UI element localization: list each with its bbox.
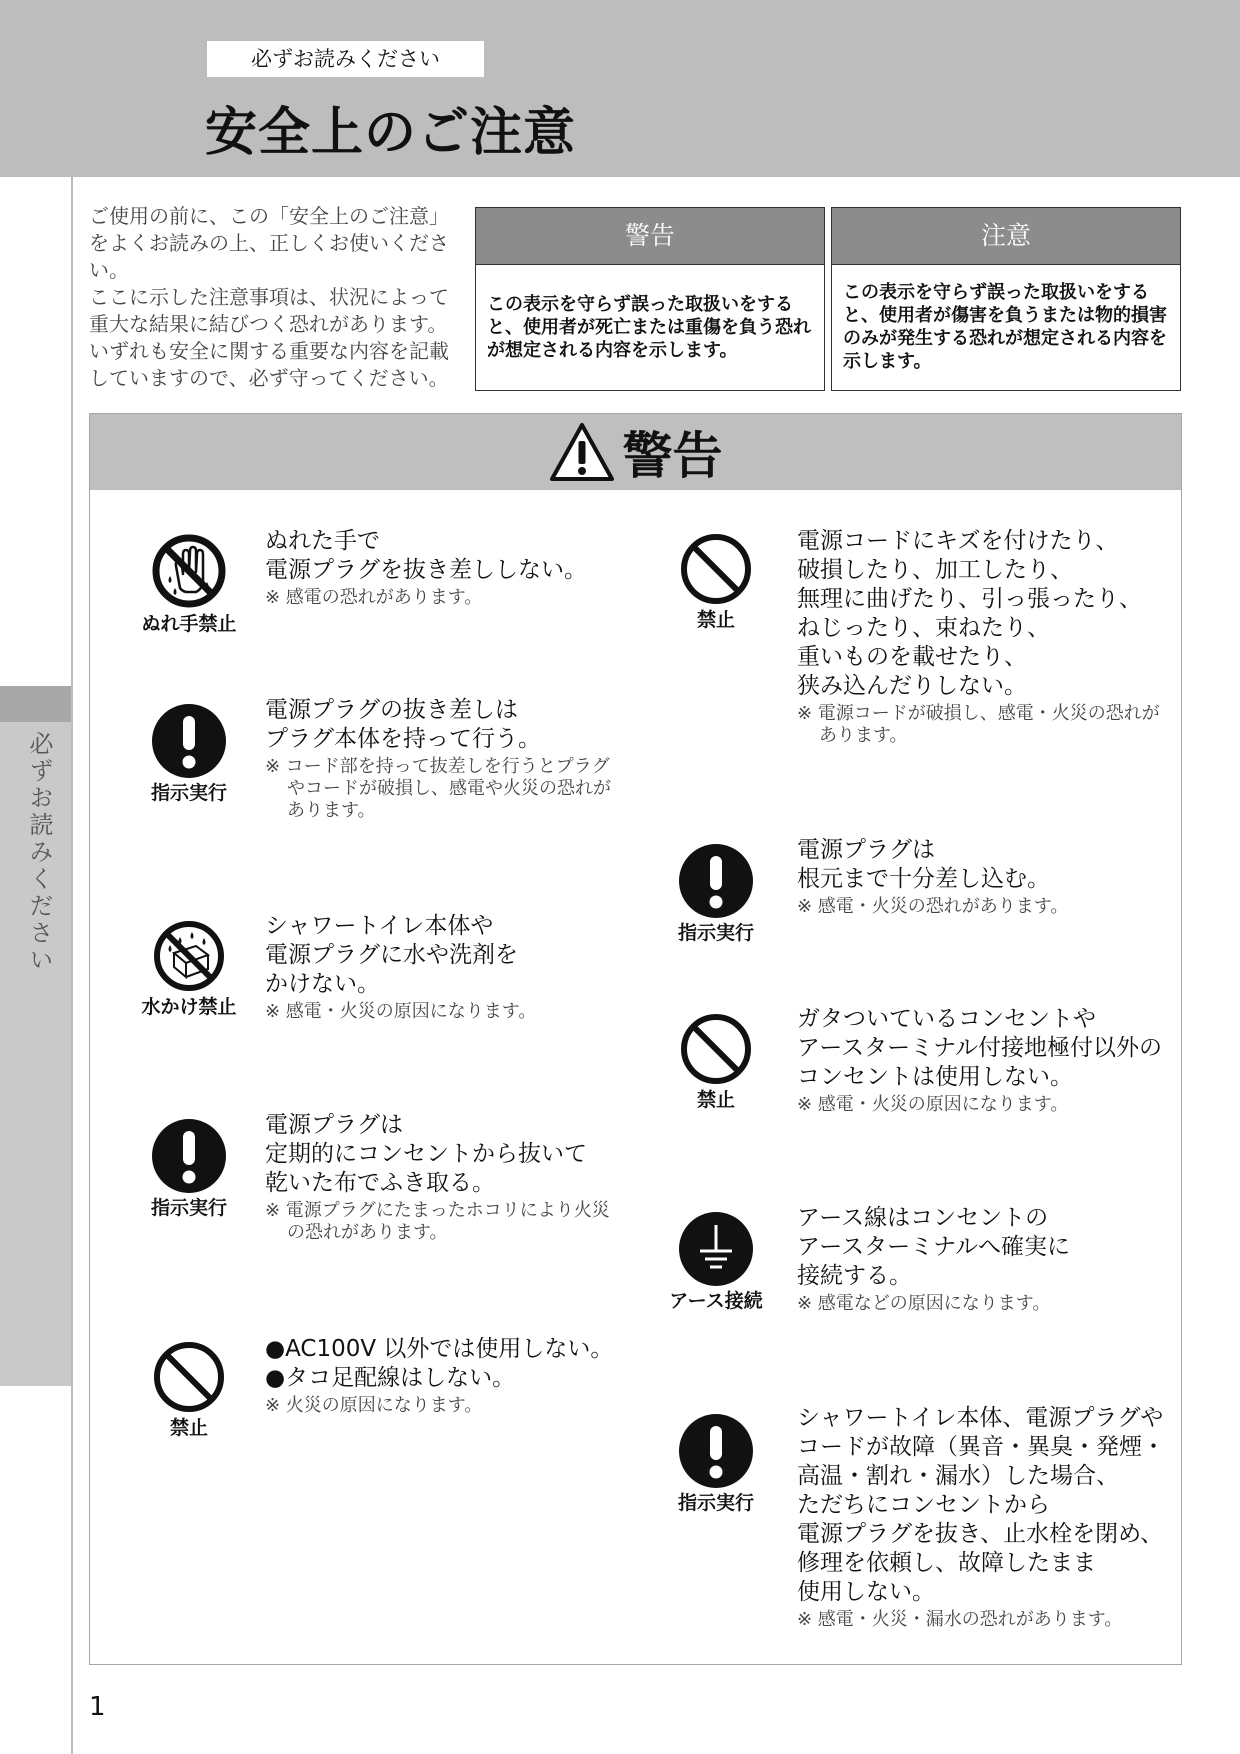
warning-item-note: ※ 感電・火災の原因になります。 <box>797 1094 1069 1115</box>
symbol-label: 指示実行 <box>677 922 754 944</box>
symbol-prohibited <box>134 1340 244 1440</box>
water-splash-prohibited-icon <box>152 919 226 993</box>
warning-item <box>797 527 1175 747</box>
symbol-label: ぬれ手禁止 <box>141 613 237 635</box>
mandatory-action-icon <box>151 703 227 779</box>
warning-item-note: ※ 火災の原因になります。 <box>265 1395 483 1416</box>
side-tab-marker <box>0 686 71 722</box>
prohibited-icon <box>152 1340 226 1414</box>
symbol-mandatory-action <box>661 1413 771 1515</box>
intro-line: ここに示した注意事項は、状況によって重大な結果に結びつく恐れがあります。 <box>89 285 449 336</box>
warning-item-note: ※ 感電などの原因になります。 <box>797 1293 1051 1314</box>
earth-connection-icon <box>678 1211 754 1287</box>
header-band <box>0 0 1240 177</box>
intro-line: ご使用の前に、この「安全上のご注意」をよくお読みの上、正しくお使いください。 <box>89 204 449 282</box>
warning-item-text: シャワートイレ本体、電源プラグや コードが故障（異音・異臭・発煙・ 高温・割れ・漏水）した場合、 ただちにコンセントから 電源プラグを抜き、止水栓を閉め、 修理を依頼し、故障したまま 使用しない。 <box>797 1405 1165 1605</box>
warning-item <box>797 1404 1175 1631</box>
left-margin-rule <box>71 177 73 1754</box>
symbol-mandatory-action <box>134 703 244 805</box>
symbol-label: 禁止 <box>696 609 735 631</box>
warning-item-note: ※ 感電の恐れがあります。 <box>265 587 483 608</box>
symbol-label: 指示実行 <box>677 1492 754 1514</box>
side-tab-label: 必ずお読みください <box>25 731 53 974</box>
caution-definition-box <box>831 207 1181 391</box>
symbol-prohibited <box>661 1012 771 1112</box>
symbol-earth-connection <box>661 1211 771 1313</box>
symbol-prohibited <box>661 532 771 632</box>
warning-item-note: ※ 電源プラグにたまったホコリにより火災の恐れがあります。 <box>265 1200 610 1243</box>
must-read-tag: 必ずお読みください <box>207 41 484 77</box>
warning-item-text: ●AC100V 以外では使用しない。 ●タコ足配線はしない。 <box>265 1336 614 1391</box>
warning-item-text: ガタついているコンセントや アースターミナル付接地極付以外の コンセントは使用しない。 <box>797 1006 1163 1090</box>
page-number: 1 <box>89 1692 106 1722</box>
warning-item <box>265 912 621 1023</box>
warning-item-note: ※ 感電・火災の恐れがあります。 <box>797 896 1069 917</box>
page-title: 安全上のご注意 <box>205 103 577 163</box>
mandatory-action-icon <box>151 1118 227 1194</box>
warning-item-text: アース線はコンセントの アースターミナルへ確実に 接続する。 <box>797 1205 1071 1289</box>
wet-hands-prohibited-icon <box>150 532 228 610</box>
warning-item <box>797 836 1175 918</box>
warning-item-note: ※ 感電・火災の原因になります。 <box>265 1001 537 1022</box>
warning-item-text: ぬれた手で 電源プラグを抜き差ししない。 <box>265 528 587 583</box>
warning-item-text: 電源プラグは 定期的にコンセントから抜いて 乾いた布でふき取る。 <box>265 1112 587 1196</box>
prohibited-icon <box>679 1012 753 1086</box>
warning-item-text: 電源プラグは 根元まで十分差し込む。 <box>797 837 1050 892</box>
caution-definition-title: 注意 <box>832 208 1180 265</box>
warning-item-note: ※ 感電・火災・漏水の恐れがあります。 <box>797 1609 1123 1630</box>
symbol-label: 水かけ禁止 <box>141 996 237 1018</box>
symbol-label: 指示実行 <box>150 1197 227 1219</box>
intro-text <box>89 203 467 392</box>
symbol-label: アース接続 <box>669 1290 763 1312</box>
warning-item <box>265 696 621 822</box>
warning-item <box>265 1335 621 1417</box>
warning-panel-header <box>90 414 1181 490</box>
warning-item-text: 電源コードにキズを付けたり、 破損したり、加工したり、 無理に曲げたり、引っ張ったり、 ねじったり、束ねたり、 重いものを載せたり、 狭み込んだりしない。 <box>797 528 1142 699</box>
caution-definition-text: この表示を守らず誤った取扱いをすると、使用者が傷害を負うまたは物的損害のみが発生する恐れが想定される内容を示します。 <box>843 282 1167 372</box>
symbol-mandatory-action <box>134 1118 244 1220</box>
warning-definition-text: この表示を守らず誤った取扱いをすると、使用者が死亡または重傷を負う恐れが想定される内容を示します。 <box>487 293 811 361</box>
symbol-label: 禁止 <box>696 1089 735 1111</box>
mandatory-action-icon <box>678 1413 754 1489</box>
intro-line: いずれも安全に関する重要な内容を記載していますので、必ず守ってください。 <box>89 339 449 390</box>
warning-definition-box <box>475 207 825 391</box>
warning-item-note: ※ 電源コードが破損し、感電・火災の恐れがあります。 <box>797 703 1160 746</box>
symbol-mandatory-action <box>661 843 771 945</box>
symbol-water-splash-prohibited <box>134 919 244 1019</box>
warning-definition-title: 警告 <box>476 208 824 265</box>
warning-item <box>797 1204 1175 1315</box>
side-index-tab <box>0 686 71 1386</box>
warning-item-note: ※ コード部を持って抜差しを行うとプラグやコードが破損し、感電や火災の恐れがあります。 <box>265 756 611 821</box>
warning-panel-title: 警告 <box>622 427 723 485</box>
warning-item <box>797 1005 1175 1116</box>
warning-item <box>265 527 621 609</box>
warning-triangle-icon <box>549 422 615 482</box>
symbol-wet-hands-prohibited <box>134 532 244 636</box>
symbol-label: 指示実行 <box>150 782 227 804</box>
warning-item <box>265 1111 621 1244</box>
warning-item-text: シャワートイレ本体や 電源プラグに水や洗剤を かけない。 <box>265 913 518 997</box>
warning-item-text: 電源プラグの抜き差しは プラグ本体を持って行う。 <box>265 697 541 752</box>
symbol-label: 禁止 <box>169 1417 208 1439</box>
prohibited-icon <box>679 532 753 606</box>
mandatory-action-icon <box>678 843 754 919</box>
